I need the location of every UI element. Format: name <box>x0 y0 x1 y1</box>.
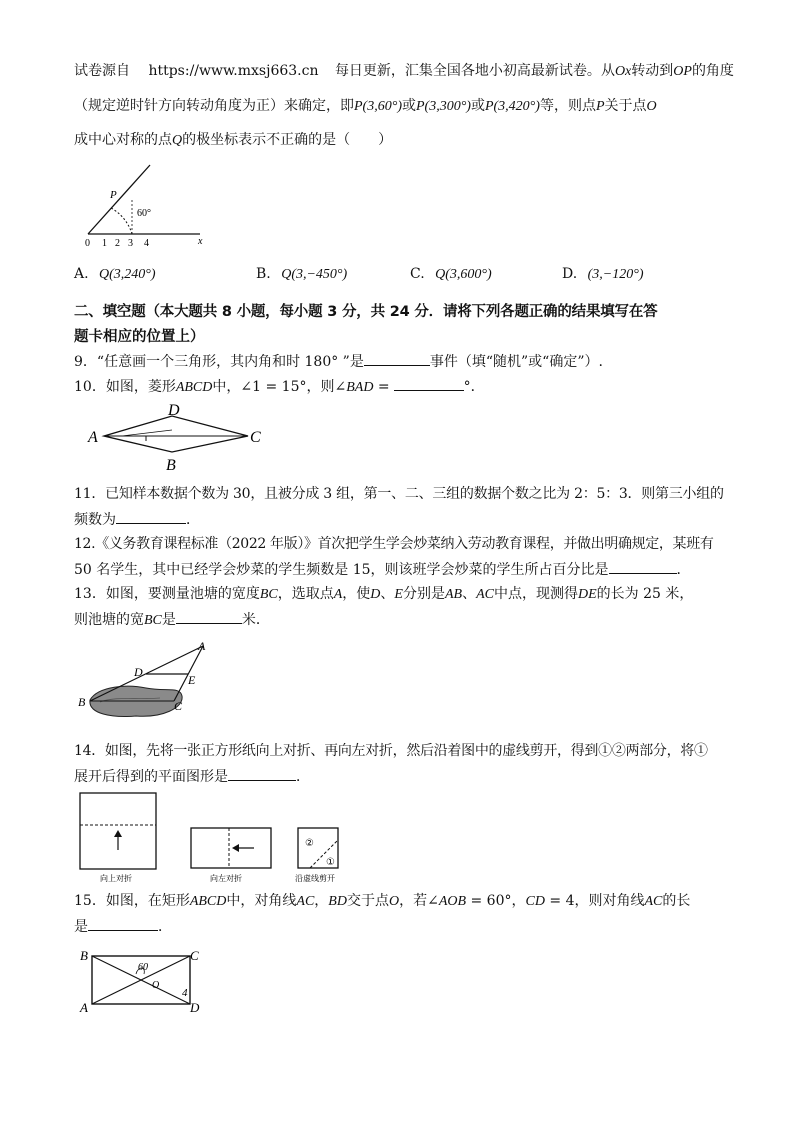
source-label: 试卷源自 <box>74 63 130 79</box>
q13-text: 13．如图，要测量池塘的宽度 <box>74 586 260 602</box>
label-o: O <box>152 980 160 991</box>
choice-letter: D. <box>562 266 578 282</box>
arrow-left-icon <box>232 844 239 852</box>
half-paper <box>191 828 271 868</box>
q12-text: ． <box>676 562 691 578</box>
choice-b[interactable] <box>256 266 347 283</box>
q15-var: AC <box>644 894 663 909</box>
q15-text: ． <box>158 919 172 935</box>
q11-text: ． <box>186 512 200 528</box>
q15-text: = 60°， <box>466 893 526 909</box>
q13-var: AC <box>476 587 494 602</box>
source-slogan: 每日更新，汇集全国各地小初高最新试卷。 <box>334 63 601 79</box>
q13-var: BC <box>144 613 162 628</box>
q15-var: CD <box>525 894 545 909</box>
q10-text: 中，∠1 = 15°，则∠ <box>212 379 347 395</box>
q12-answer-blank[interactable] <box>609 559 677 574</box>
q15-text: 交于点 <box>346 893 389 909</box>
source-url[interactable]: https://www.mxsj663.cn <box>148 63 319 79</box>
label-d: D <box>134 665 143 679</box>
mark-part-2: ② <box>305 838 314 849</box>
q15-var: AOB <box>438 894 467 909</box>
label-a: A <box>198 639 206 653</box>
q8-var-q: Q <box>172 133 183 148</box>
q13-text: 是 <box>161 612 176 628</box>
angle-arc <box>111 208 132 234</box>
q8-text: 从 <box>600 63 615 79</box>
label-a: A <box>88 429 98 446</box>
tick-1: 1 <box>102 238 107 249</box>
inner-line <box>122 430 172 436</box>
q14-text: ． <box>296 769 310 785</box>
q13-answer-blank[interactable] <box>176 609 242 624</box>
label-c: C <box>174 699 183 713</box>
q11-line-1: 11．已知样本数据个数为 30，且被分成 3 组，第一、二、三组的数据个数之比为 2：5：3．则第三小组的 <box>74 486 724 502</box>
choice-a[interactable] <box>74 266 156 283</box>
q13-pond-figure <box>76 638 216 724</box>
label-d: D <box>168 402 180 419</box>
q15-text: ，若∠ <box>399 893 439 909</box>
label-d: D <box>190 1000 200 1015</box>
q13-text: ，选取点 <box>277 586 334 602</box>
q13-text: 的长为 25 米， <box>596 586 694 602</box>
section-heading-line-2: 题卡相应的位置上） <box>74 329 205 345</box>
choice-value: Q(3,600°) <box>435 267 492 282</box>
q14-folding-figure <box>76 788 356 884</box>
label-c: C <box>190 948 199 963</box>
rhombus <box>104 416 248 452</box>
arrow-up-icon <box>114 830 122 837</box>
choice-d[interactable] <box>562 266 644 283</box>
q8-text: 成中心对称的点 <box>74 132 172 148</box>
q8-ox: Ox <box>614 64 632 79</box>
q9-text: 事件（填“随机”或“确定”）. <box>429 354 603 370</box>
caption-fold-left: 向左对折 <box>210 874 242 883</box>
q8-line-2 <box>74 96 724 117</box>
q12-text: 50 名学生，其中已经学会炒菜的学生频数是 15，则该班学会炒菜的学生所占百分比是 <box>74 562 609 578</box>
tick-4: 4 <box>144 238 149 249</box>
label-b: B <box>80 948 88 963</box>
q13-var: D <box>370 587 381 602</box>
caption-fold-up: 向上对折 <box>100 874 132 883</box>
q15-text: 15．如图，在矩形 <box>74 893 190 909</box>
label-x: x <box>198 236 203 247</box>
q8-text: 转动到 <box>631 63 674 79</box>
choice-letter: B. <box>256 266 271 282</box>
q11-answer-blank[interactable] <box>116 509 186 524</box>
q15-text: ， <box>314 893 329 909</box>
tick-2: 2 <box>115 238 120 249</box>
q8-var-p: P <box>595 99 605 114</box>
q8-point-2: P(3,300°) <box>415 99 471 114</box>
q15-line-1 <box>74 891 724 912</box>
side-mark-4: 4 <box>182 987 188 999</box>
q13-text: 、 <box>380 586 395 602</box>
choice-value: (3,−120°) <box>587 267 644 282</box>
q13-text: 则池塘的宽 <box>74 612 144 628</box>
q15-text: = 4，则对角线 <box>544 893 645 909</box>
q8-text: 的角度 <box>691 63 734 79</box>
q8-point-3: P(3,420°) <box>484 99 540 114</box>
q11-line-2 <box>74 509 724 530</box>
q10-var-abcd: ABCD <box>175 380 213 395</box>
choice-value: Q(3,−450°) <box>281 267 348 282</box>
q8-var-o: O <box>646 99 657 114</box>
q15-var: BD <box>328 894 347 909</box>
q14-text: 展开后得到的平面图形是 <box>74 769 228 785</box>
q8-text: 或 <box>401 98 416 114</box>
q9-text: 9．“任意画一个三角形，其内角和时 180° ”是 <box>74 354 364 370</box>
q11-text: 频数为 <box>74 512 116 528</box>
choice-value: Q(3,240°) <box>99 267 156 282</box>
q10-var-bad: BAD <box>346 380 374 395</box>
q9-line <box>74 351 724 372</box>
q15-text: 是 <box>74 919 88 935</box>
q10-text: 10．如图，菱形 <box>74 379 176 395</box>
angle-mark-60: 60 <box>138 962 148 973</box>
q15-line-2 <box>74 916 724 937</box>
q15-rectangle-figure <box>74 944 214 1016</box>
tick-0: 0 <box>85 238 90 249</box>
q13-var: BC <box>259 587 278 602</box>
q13-var: E <box>394 587 403 602</box>
choice-letter: C. <box>410 266 425 282</box>
q15-text: 的长 <box>662 893 691 909</box>
label-p: P <box>110 189 117 201</box>
q9-answer-blank[interactable] <box>364 351 430 366</box>
q13-var: DE <box>577 587 597 602</box>
q13-var: AB <box>444 587 463 602</box>
q13-line-1 <box>74 584 724 605</box>
q10-answer-blank[interactable] <box>394 376 464 391</box>
q12-line-2 <box>74 559 724 580</box>
q8-line-3 <box>74 130 724 151</box>
ray-op <box>88 165 150 234</box>
q13-line-2 <box>74 609 724 631</box>
q14-line-1: 14．如图，先将一张正方形纸向上对折、再向左对折，然后沿着图中的虚线剪开，得到①②两部分，将① <box>74 743 708 759</box>
q15-text: 中，对角线 <box>226 893 297 909</box>
q8-polar-figure <box>80 160 210 252</box>
q8-line-1 <box>74 61 734 82</box>
q13-text: 中点，现测得 <box>493 586 578 602</box>
q8-point-1: P(3,60°) <box>354 99 402 114</box>
q13-text: 米． <box>241 612 270 628</box>
q8-text: 等，则点 <box>539 98 596 114</box>
q8-text: （规定逆时针方向转动角度为正）来确定，即 <box>74 98 354 114</box>
q8-text: 关于点 <box>604 98 647 114</box>
section-heading-line-1: 二、填空题（本大题共 8 小题，每小题 3 分，共 24 分．请将下列各题正确的结果填写在答 <box>74 304 658 320</box>
q10-rhombus-figure <box>84 402 274 474</box>
q10-text: °． <box>463 379 485 395</box>
q10-text: = <box>373 379 390 395</box>
q8-text: 的极坐标表示不正确的是（ ） <box>182 132 393 148</box>
q14-answer-blank[interactable] <box>228 766 296 781</box>
q8-op: OP <box>673 64 692 79</box>
q10-line <box>74 376 724 398</box>
label-angle: 60° <box>137 208 151 219</box>
q15-var: ABCD <box>189 894 227 909</box>
q13-var: A <box>333 587 343 602</box>
label-b: B <box>166 457 176 474</box>
label-c: C <box>250 429 261 446</box>
choice-letter: A. <box>74 266 89 282</box>
caption-cut: 沿虚线剪开 <box>295 874 335 883</box>
q13-text: 、 <box>462 586 477 602</box>
mark-part-1: ① <box>326 857 335 868</box>
q15-var: O <box>388 894 400 909</box>
label-b: B <box>78 695 86 709</box>
label-e: E <box>188 673 196 687</box>
tick-3: 3 <box>128 238 133 249</box>
q15-answer-blank[interactable] <box>88 916 158 931</box>
q8-text: 或 <box>470 98 485 114</box>
choice-c[interactable] <box>410 266 492 283</box>
q13-text: 分别是 <box>402 586 445 602</box>
q15-var: AC <box>296 894 315 909</box>
q14-line-2 <box>74 766 724 787</box>
q12-line-1: 12.《义务教育课程标准（2022 年版）》首次把学生学会炒菜纳入劳动教育课程，并做出明确规定，某班有 <box>74 536 714 552</box>
q13-text: ，使 <box>342 586 371 602</box>
label-a: A <box>80 1000 88 1015</box>
